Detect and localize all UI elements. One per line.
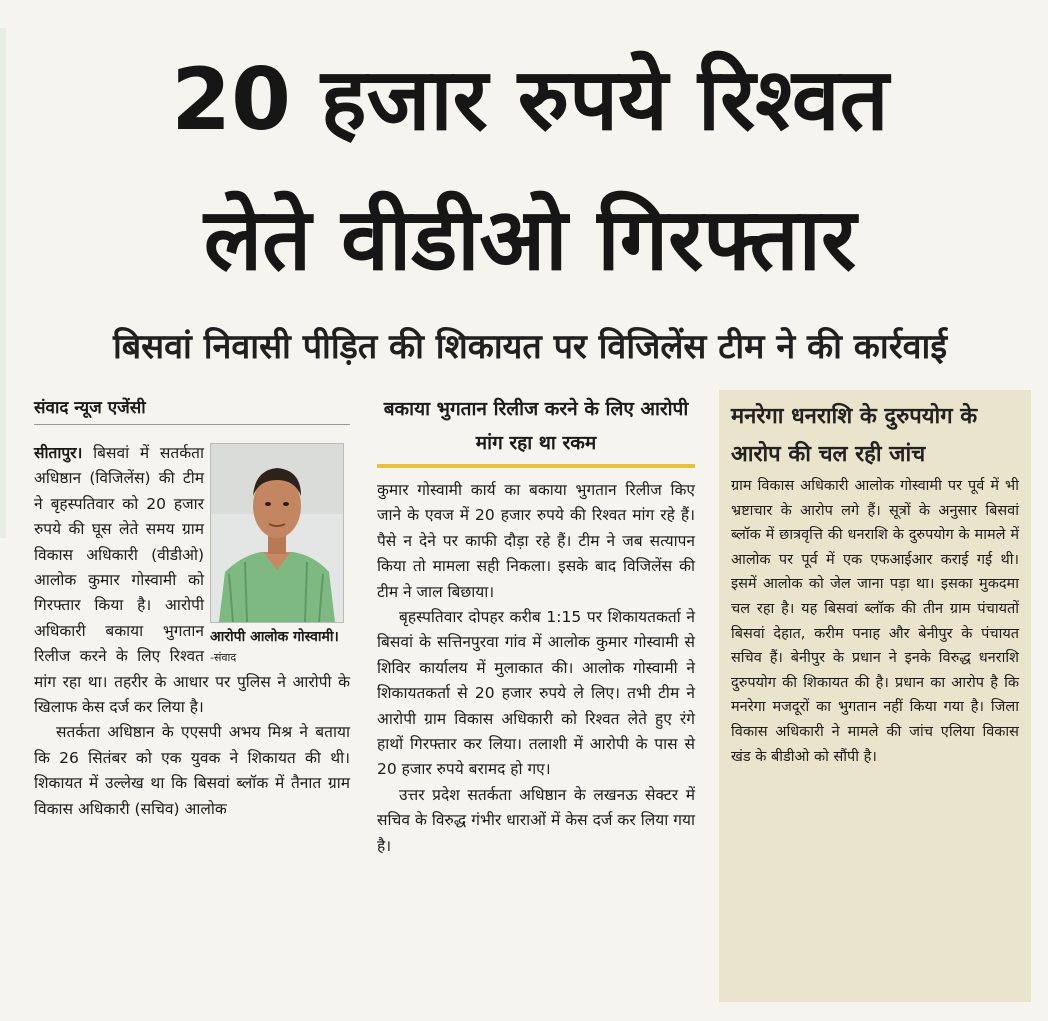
headline — [30, 30, 1030, 310]
dateline: सीतापुर। — [34, 444, 83, 462]
sidebar-box — [719, 390, 1031, 1002]
headline-line-1: 20 हजार रुपये रिश्वत — [171, 50, 889, 150]
byline-divider — [34, 424, 350, 425]
page-edge-strip — [0, 28, 6, 538]
accused-photo — [210, 443, 344, 623]
news-agency-byline: संवाद न्यूज एजेंसी — [34, 398, 146, 418]
column-2-heading: बकाया भुगतान रिलीज करने के लिए आरोपी मांग रहा था रकम — [383, 398, 689, 454]
column-2-heading-underline — [377, 464, 695, 468]
column-1-paragraph-1-text: बिसवां में सतर्कता अधिष्ठान (विजिलेंस) की टीम ने बृहस्पतिवार को 20 हजार रुपये की घूस लेते समय ग्राम विकास अधिकारी (वीडीओ) आलोक कुमार गोस्वामी को गिरफ्तार किया है। आरोपी अधिकारी बकाया भुगतान रिलीज करने के लिए रिश्वत मांग रहा था। तहरीर के आधार पर पुलिस ने आरोपी के खिलाफ केस दर्ज कर लिया है। — [34, 444, 350, 717]
column-2-paragraph-2: बृहस्पतिवार दोपहर करीब 1:15 पर शिकायतकर्ता ने बिसवां के सत्तिनपुरवा गांव में आलोक कुमार गोस्वामी से शिविर कार्यालय में मुलाकात की। आलोक गोस्वामी ने शिकायतकर्ता से 20 हजार रुपये ले लिए। तभी टीम ने आरोपी ग्राम विकास अधिकारी को रिश्वत लेते हुए रंगे हाथों गिरफ्तार कर लिया। तलाशी में आरोपी के पास से 20 हजार रुपये बरामद हो गए। — [377, 608, 695, 779]
sidebar-body: ग्राम विकास अधिकारी आलोक गोस्वामी पर पूर्व में भी भ्रष्टाचार के आरोप लगे हैं। सूत्रों के अनुसार बिसवां ब्लॉक में छात्रवृत्ति की धनराशि के दुरुपयोग के मामले में आलोक पर पूर्व में एक एफआईआर कराई गई थी। इसमें आलोक को जेल जाना पड़ा था। इसका मुकदमा चल रहा है। यह बिसवां ब्लॉक की तीन ग्राम पंचायतों बिसवां देहात, करीम पनाह और बेनीपुर के पंचायत सचिव हैं। बेनीपुर के प्रधान ने इनके विरुद्ध धनराशि दुरुपयोग की शिकायत की है। प्रधान का आरोप है कि मनरेगा मजदूरों का भुगतान नहीं किया गया है। जिला विकास अधिकारी ने मामले की जांच एलिया विकास खंड के बीडीओ को सौंपी है। — [731, 478, 1019, 765]
headline-line-2: लेते वीडीओ गिरफ्तार — [203, 190, 857, 290]
subheadline: बिसवां निवासी पीड़ित की शिकायत पर विजिलेंस टीम ने की कार्रवाई — [112, 327, 948, 367]
accused-photo-box — [210, 443, 350, 668]
column-2 — [377, 392, 695, 859]
photo-caption-text: आरोपी आलोक गोस्वामी। — [210, 629, 339, 645]
photo-credit: -संवाद — [210, 651, 237, 664]
column-1-paragraph-2: सतर्कता अधिष्ठान के एएसपी अभय मिश्र ने बताया कि 26 सितंबर को एक युवक ने शिकायत की थी। शिकायत में उल्लेख था कि बिसवां ब्लॉक में तैनात ग्राम विकास अधिकारी (सचिव) आलोक — [34, 723, 350, 818]
column-1 — [34, 392, 350, 822]
column-2-paragraph-3: उत्तर प्रदेश सतर्कता अधिष्ठान के लखनऊ सेक्टर में सचिव के विरुद्ध गंभीर धाराओं में केस दर्ज कर लिया गया है। — [377, 785, 695, 855]
photo-caption — [210, 627, 350, 668]
column-2-paragraph-1: कुमार गोस्वामी कार्य का बकाया भुगतान रिलीज किए जाने के एवज में 20 हजार रुपये की रिश्वत मांग रहे हैं। पैसे न देने पर काफी दौड़ा रहे हैं। टीम ने जब सत्यापन किया तो मामला सही निकला। इसके बाद विजिलेंस की टीम ने जाल बिछाया। — [377, 481, 695, 601]
sidebar-heading: मनरेगा धनराशि के दुरुपयोग के आरोप की चल रही जांच — [731, 404, 978, 467]
